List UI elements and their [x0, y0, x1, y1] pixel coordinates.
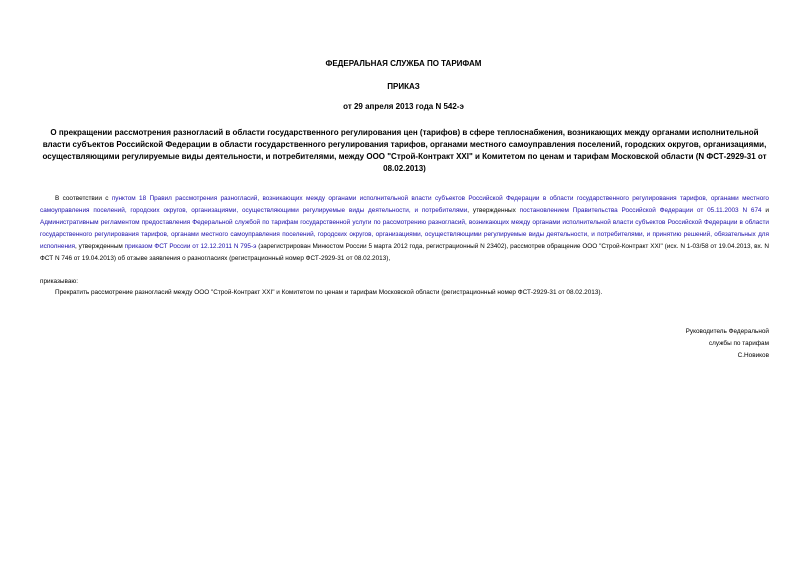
document-title: О прекращении рассмотрения разногласий в области государственного регулирования цен (тарифов) в сфере теплоснабжения, возникающих между органами исполнительной власти субъектов Российской Федерации в области государственного регулирования тарифов, органами местного самоуправления поселений, городских округов, организациями, осуществляющими регулируемые виды деятельности, и потребителями, между ООО "Строй-Контракт XXI" и Комитетом по ценам и тарифам Московской области (N ФСТ-2929-31 от 08.02.2013)	[42, 128, 767, 173]
body-text-5: (зарегистрирован Минюстом России 5 марта 2012 года, регистрационный N 23402), рассмотрев обращение ООО "Строй-Контракт XXI" (исх. N 1-03/58 от 19.04.2013, вх. N ФСТ N 746 от 19.04.2013) об отзыве заявления о разногласиях (регистрационный номер ФСТ-2929-31 от 08.02.2013),	[40, 243, 769, 262]
resolution-text: Прекратить рассмотрение разногласий между ООО "Строй-Контракт XXI" и Комитетом по ценам и тарифам Московской области (регистрационный номер ФСТ-2929-31 от 08.02.2013).	[55, 289, 603, 296]
body-text-3: и	[761, 207, 769, 214]
link-administrative-regulation[interactable]: Административным регламентом предоставления Федеральной службой по тарифам государственной услуги по рассмотрению разногласий, возникающих между органами исполнительной власти субъектов Российской Федерации в области государственного регулирования тарифов, органами местного самоуправления поселений, городских округов, организациями, осуществляющими регулируемые виды деятельности, и потребителями, и принятию решений, обязательных для исполнения	[40, 219, 769, 250]
signature-line-1: Руководитель Федеральной	[685, 328, 769, 335]
signature-block	[686, 326, 769, 362]
signature-line-2: службы по тарифам	[708, 340, 769, 347]
agency-name: ФЕДЕРАЛЬНАЯ СЛУЖБА ПО ТАРИФАМ	[325, 59, 482, 68]
signature-name: С.Новиков	[737, 352, 769, 359]
link-fst-order[interactable]: приказом ФСТ России от 12.12.2011 N 795-э	[124, 243, 257, 250]
order-label: ПРИКАЗ	[387, 82, 420, 91]
body-text-4: , утвержденным	[75, 243, 125, 250]
decree-word: приказываю:	[40, 278, 78, 285]
order-date: от 29 апреля 2013 года N 542-э	[343, 102, 464, 111]
body-paragraph	[40, 193, 769, 265]
body-text-2: , утвержденных	[467, 207, 520, 214]
body-intro: В соответствии с	[55, 195, 112, 202]
link-government-decree[interactable]: постановлением Правительства Российской Федерации от 05.11.2003 N 674	[519, 207, 762, 214]
link-rules-point-18[interactable]: пунктом 18 Правил рассмотрения разногласий, возникающих между органами исполнительной власти субъектов Российской Федерации в области государственного регулирования тарифов, органами местного самоуправления поселений, городских округов, организациями, осуществляющими регулируемые виды деятельности, и потребителями	[40, 195, 769, 214]
